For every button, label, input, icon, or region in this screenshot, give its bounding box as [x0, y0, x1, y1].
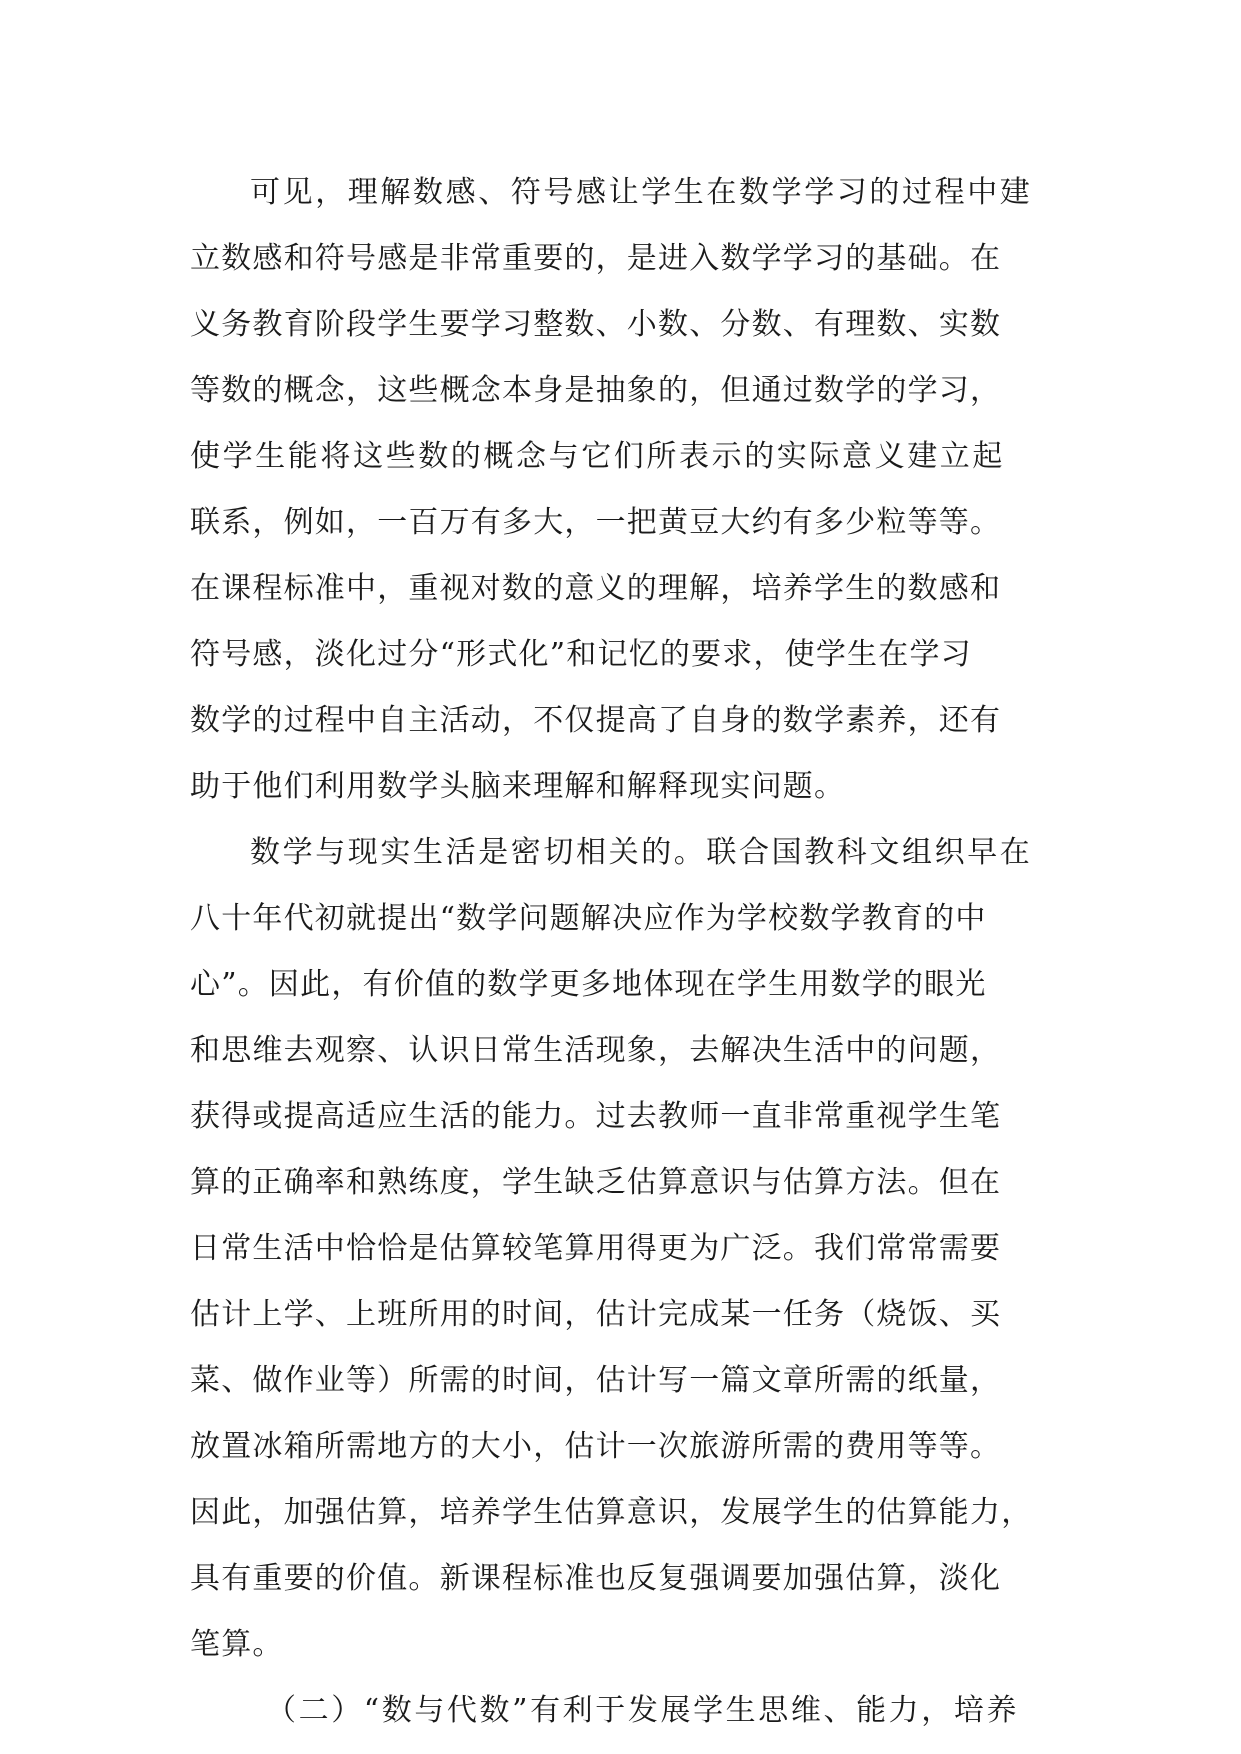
paragraph-1-line-3: 义务教育阶段学生要学习整数、小数、分数、有理数、实数 [190, 307, 1002, 342]
paragraph-2-line-11: 因此，加强估算，培养学生估算意识，发展学生的估算能力， [190, 1495, 1033, 1530]
paragraph-2-line-7: 日常生活中恰恰是估算较笔算用得更为广泛。我们常常需要 [190, 1231, 1002, 1266]
paragraph-1-line-1: 可见，理解数感、符号感让学生在数学学习的过程中建 [250, 175, 1033, 210]
paragraph-2-line-1: 数学与现实生活是密切相关的。联合国教科文组织早在 [250, 835, 1033, 870]
paragraph-2-line-4: 和思维去观察、认识日常生活现象，去解决生活中的问题， [190, 1033, 1002, 1068]
paragraph-2-line-2: 八十年代初就提出“数学问题解决应作为学校数学教育的中 [190, 901, 987, 936]
paragraph-1-line-7: 在课程标准中，重视对数的意义的理解，培养学生的数感和 [190, 571, 1002, 606]
section-heading: （二）“数与代数”有利于发展学生思维、能力，培养 [266, 1693, 1020, 1728]
paragraph-2-line-8: 估计上学、上班所用的时间，估计完成某一任务（烧饭、买 [190, 1297, 1002, 1332]
paragraph-1-line-10: 助于他们利用数学头脑来理解和解释现实问题。 [190, 769, 846, 804]
paragraph-2-line-10: 放置冰箱所需地方的大小，估计一次旅游所需的费用等等。 [190, 1429, 1002, 1464]
paragraph-2-line-12: 具有重要的价值。新课程标准也反复强调要加强估算，淡化 [190, 1561, 1002, 1596]
paragraph-2-line-9: 菜、做作业等）所需的时间，估计写一篇文章所需的纸量， [190, 1363, 1002, 1398]
paragraph-1-line-9: 数学的过程中自主活动，不仅提高了自身的数学素养，还有 [190, 703, 1002, 738]
paragraph-2-line-13: 笔算。 [190, 1627, 284, 1662]
paragraph-2-line-5: 获得或提高适应生活的能力。过去教师一直非常重视学生笔 [190, 1099, 1002, 1134]
paragraph-1-line-4: 等数的概念，这些概念本身是抽象的，但通过数学的学习， [190, 373, 1002, 408]
paragraph-1-line-5: 使学生能将这些数的概念与它们所表示的实际意义建立起 [190, 439, 1005, 474]
paragraph-2-line-3: 心”。因此，有价值的数学更多地体现在学生用数学的眼光 [190, 967, 987, 1002]
paragraph-1-line-8: 符号感，淡化过分“形式化”和记忆的要求，使学生在学习 [190, 637, 972, 672]
paragraph-1-line-6: 联系，例如，一百万有多大，一把黄豆大约有多少粒等等。 [190, 505, 1002, 540]
paragraph-2-line-6: 算的正确率和熟练度，学生缺乏估算意识与估算方法。但在 [190, 1165, 1002, 1200]
body-text [190, 160, 1070, 1744]
paragraph-1-line-2: 立数感和符号感是非常重要的，是进入数学学习的基础。在 [190, 241, 1002, 276]
